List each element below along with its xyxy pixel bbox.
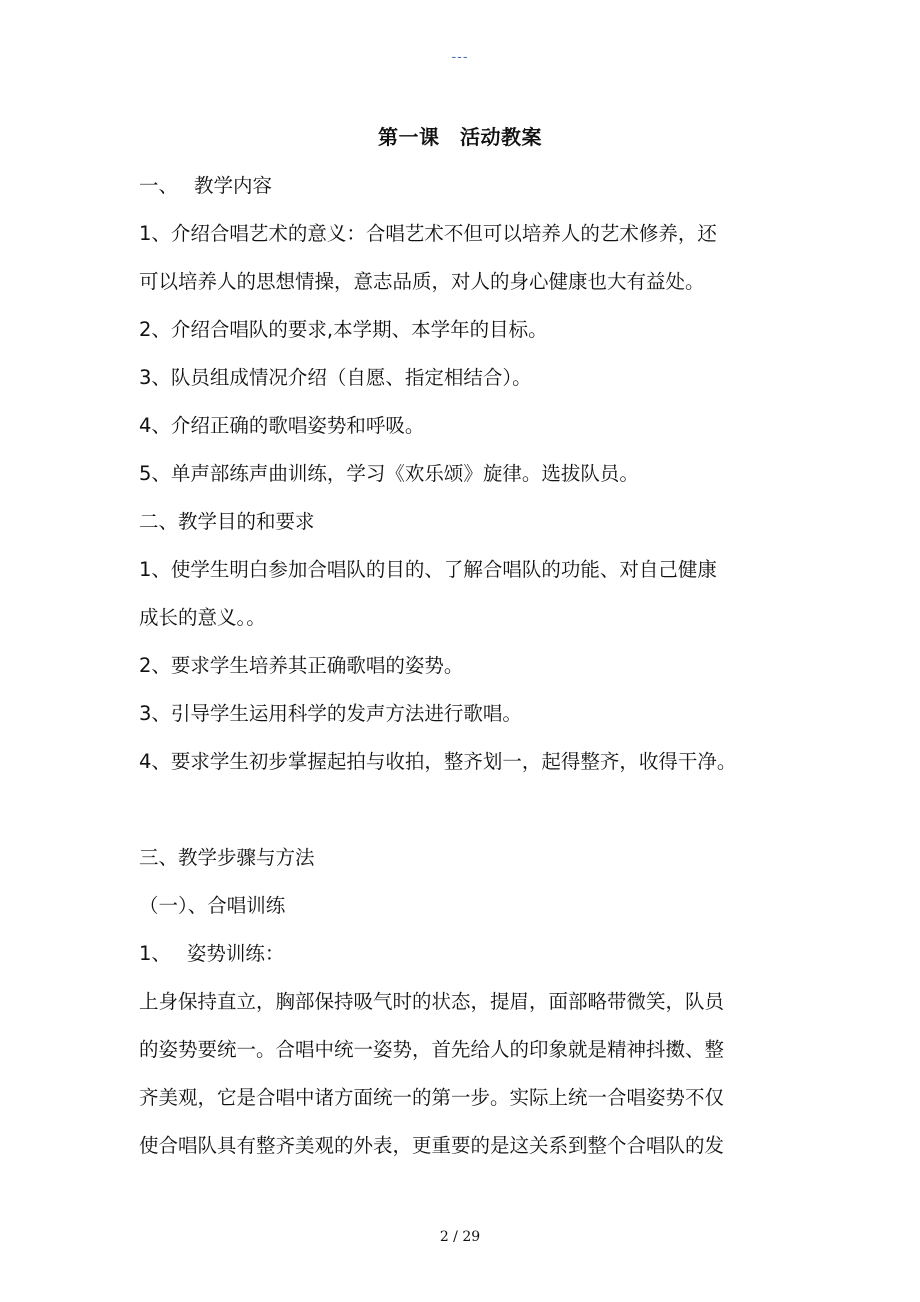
body-line: （一）、合唱训练: [139, 894, 286, 917]
body-line: 3、引导学生运用科学的发声方法进行歌唱。: [139, 702, 522, 725]
body-line: 2、介绍合唱队的要求,本学期、本学年的目标。: [139, 318, 548, 341]
body-line: 1、介绍合唱艺术的意义：合唱艺术不但可以培养人的艺术修养，还: [139, 222, 717, 245]
body-line: 齐美观，它是合唱中诸方面统一的第一步。实际上统一合唱姿势不仅: [139, 1086, 725, 1109]
body-line: 3、队员组成情况介绍（自愿、指定相结合）。: [139, 366, 532, 389]
body-line: 4、介绍正确的歌唱姿势和呼吸。: [139, 414, 425, 437]
body-line: 1、 姿势训练：: [139, 942, 285, 965]
body-line: 可以培养人的思想情操，意志品质，对人的身心健康也大有益处。: [139, 270, 705, 293]
header-mark: ---: [451, 50, 469, 65]
body-line: 上身保持直立，胸部保持吸气时的状态，提眉，面部略带微笑，队员: [139, 990, 725, 1013]
body-line: 1、使学生明白参加合唱队的目的、了解合唱队的功能、对自己健康: [139, 558, 717, 581]
body-line: 2、要求学生培养其正确歌唱的姿势。: [139, 654, 464, 677]
body-line: 4、要求学生初步掌握起拍与收拍，整齐划一，起得整齐，收得干净。: [139, 750, 737, 773]
document-body: [139, 169, 789, 1177]
blank-line: [139, 793, 789, 841]
document-title: 第一课 活动教案: [378, 125, 542, 149]
body-line: 二、教学目的和要求: [139, 510, 315, 533]
page-number: 2 / 29: [439, 1229, 481, 1245]
body-line: 三、教学步骤与方法: [139, 846, 315, 869]
body-line: 的姿势要统一。合唱中统一姿势，首先给人的印象就是精神抖擞、整: [139, 1038, 725, 1061]
body-line: 一、 教学内容: [139, 174, 272, 197]
body-line: 成长的意义。。: [139, 606, 266, 629]
body-line: 5、单声部练声曲训练，学习《欢乐颂》旋律。选拔队员。: [139, 462, 639, 485]
body-line: 使合唱队具有整齐美观的外表，更重要的是这关系到整个合唱队的发: [139, 1134, 725, 1157]
